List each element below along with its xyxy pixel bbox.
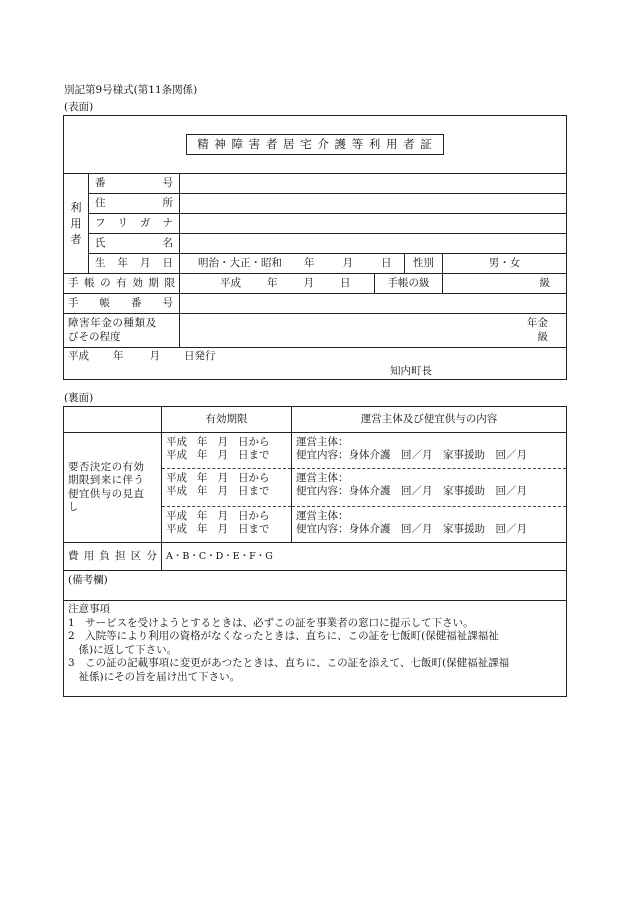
remarks-label: (備考欄) [68, 574, 108, 586]
pension-label-line1: 障害年金の種類及 [68, 317, 157, 329]
number-field[interactable] [180, 174, 567, 194]
pension-field[interactable]: 年金 級 [180, 314, 567, 348]
front-side-label: (表面) [64, 101, 94, 113]
handbook-validity-field[interactable]: 平成 年 月 日 [180, 274, 375, 294]
handbook-validity-label: 手 帳 の 有 効 期 限 [68, 277, 175, 289]
notes-title: 注意事項 [68, 603, 110, 615]
address-field[interactable] [180, 194, 567, 214]
furigana-label: フ リ ガ ナ [95, 217, 173, 229]
review-label: 要否決定の有効 期限到来に伴う 便宜供与の見直 し [68, 460, 145, 513]
handbook-grade-label: 手帳の級 [375, 274, 443, 294]
address-label: 住 所 [95, 197, 173, 209]
note-2-cont: 係)に返して下さい。 [68, 643, 178, 656]
note-3: 3 この証の記載事項に変更があつたときは、直ちに、この証を添えて、七飯町(保健福祉課福 [68, 657, 510, 669]
remarks-field[interactable] [64, 571, 567, 601]
handbook-grade-field[interactable]: 級 [443, 274, 567, 294]
issue-row: 平成 年 月 日発行 知内町長 [64, 348, 567, 380]
sex-options[interactable]: 男・女 [443, 254, 567, 274]
handbook-number-label: 手 帳 番 号 [68, 297, 173, 309]
handbook-number-field[interactable] [180, 294, 567, 314]
pension-label-line2: びその程度 [68, 330, 121, 343]
cost-classes[interactable]: A・B・C・D・E・F・G [162, 543, 567, 571]
birthdate-field[interactable]: 明治・大正・昭和 年 月 日 [180, 254, 405, 274]
note-1: 1 サービスを受けようとするときは、必ずこの証を事業者の窓口に提示して下さい。 [68, 616, 474, 629]
service-contents[interactable]: 運営主体： 便宜内容：身体介護 回／月 家事援助 回／月 運営主体： 便宜内容：身体介護 回／月 家事援助 回／月 運営主体： 便宜内容：身体介護 回／月 家事援助 回／月 [292, 433, 567, 543]
form-number: 別記第9号様式(第11条関係) [64, 84, 198, 96]
note-2: 2 入院等により利用の資格がなくなったときは、直ちに、この証を七飯町(保健福祉課福祉 [68, 630, 499, 642]
card-title: 精 神 障 害 者 居 宅 介 護 等 利 用 者 証 [186, 134, 444, 155]
name-label: 氏 名 [95, 237, 173, 249]
user-group-label: 利用者 [70, 200, 82, 246]
card-title-row [64, 116, 567, 174]
birthdate-label: 生 年 月 日 [95, 257, 173, 269]
cost-label: 費 用 負 担 区 分 [68, 550, 157, 562]
issuer: 知内町長 [390, 365, 432, 377]
front-card [63, 115, 567, 380]
validity-periods[interactable]: 平成 年 月 日から 平成 年 月 日まで 平成 年 月 日から 平成 年 月 日まで 平成 年 月 日から 平成 年 月 日まで [162, 433, 292, 543]
sex-label: 性別 [405, 254, 443, 274]
validity-header: 有効期限 [162, 407, 292, 433]
note-3-cont: 祉係)にその旨を届け出て下さい。 [68, 670, 241, 683]
number-label: 番 号 [95, 177, 173, 189]
name-field[interactable] [180, 234, 567, 254]
notes-section [64, 601, 567, 697]
furigana-field[interactable] [180, 214, 567, 234]
content-header: 運営主体及び便宜供与の内容 [292, 407, 567, 433]
era-options: 明治・大正・昭和 [198, 257, 282, 269]
back-side-label: (裏面) [64, 392, 94, 404]
back-card [63, 406, 567, 697]
